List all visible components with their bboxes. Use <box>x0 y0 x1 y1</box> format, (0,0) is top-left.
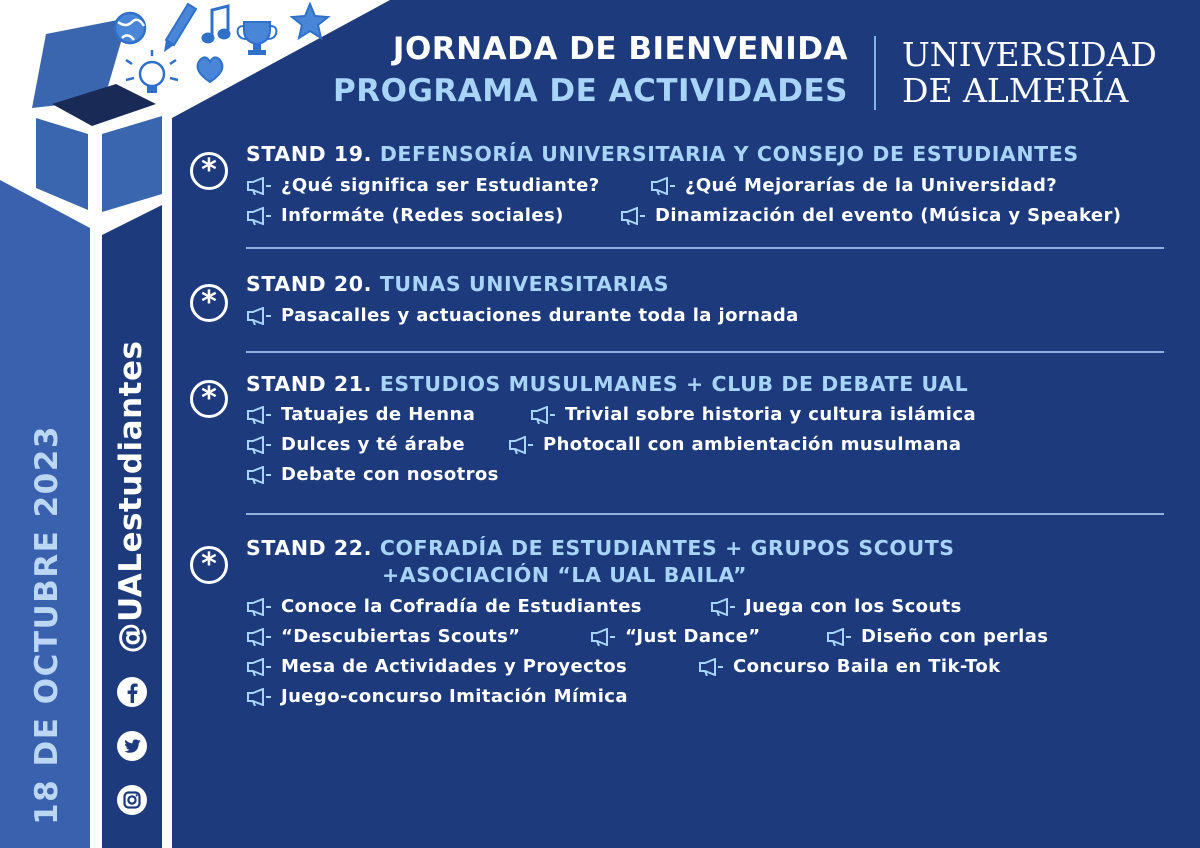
megaphone-icon <box>620 207 646 225</box>
instagram-icon[interactable] <box>116 784 148 816</box>
stand-22 <box>186 536 1176 716</box>
title-programa: PROGRAMA DE ACTIVIDADES <box>333 73 848 109</box>
activity-item: “Just Dance” <box>590 626 761 647</box>
star-icon <box>292 4 328 38</box>
stand-number: STAND 21. <box>246 372 373 396</box>
logo-universidad: UNIVERSIDAD <box>902 35 1157 74</box>
megaphone-icon <box>246 177 272 195</box>
stand-21 <box>186 372 1176 496</box>
globe-icon <box>115 13 145 43</box>
megaphone-icon <box>246 598 272 616</box>
megaphone-icon <box>590 628 616 646</box>
pencil-icon <box>164 4 196 52</box>
logo-de-almeria: DE ALMERÍA <box>902 71 1129 110</box>
megaphone-icon <box>710 598 736 616</box>
megaphone-icon <box>246 628 272 646</box>
megaphone-icon <box>508 436 534 454</box>
stand-title <box>246 272 669 296</box>
twitter-icon[interactable] <box>116 730 148 762</box>
stand-number: STAND 20. <box>246 272 373 296</box>
stand-title <box>246 536 955 560</box>
stand-name: ESTUDIOS MUSULMANES + CLUB DE DEBATE UAL <box>379 372 969 396</box>
megaphone-icon <box>246 436 272 454</box>
asterisk-icon: * <box>190 546 228 584</box>
megaphone-icon <box>246 207 272 225</box>
activity-item: Dulces y té árabe <box>246 434 465 455</box>
activity-item: Pasacalles y actuaciones durante toda la jornada <box>246 305 799 326</box>
light-bulb-icon <box>126 50 178 93</box>
event-date: 18 DE OCTUBRE 2023 <box>29 425 65 825</box>
section-divider <box>246 513 1164 515</box>
stand-name: DEFENSORÍA UNIVERSITARIA Y CONSEJO DE ESTUDIANTES <box>379 142 1079 166</box>
megaphone-icon <box>246 406 272 424</box>
asterisk-icon: * <box>190 380 228 418</box>
stand-20 <box>186 272 1176 338</box>
megaphone-icon <box>530 406 556 424</box>
megaphone-icon <box>246 658 272 676</box>
megaphone-icon <box>650 177 676 195</box>
social-handle: @UALestudiantes <box>113 340 149 654</box>
megaphone-icon <box>246 688 272 706</box>
activity-item: “Descubiertas Scouts” <box>246 626 520 647</box>
activity-item: Dinamización del evento (Música y Speaker) <box>620 205 1121 226</box>
activity-item: Juega con los Scouts <box>710 596 962 617</box>
activity-item: Mesa de Actividades y Proyectos <box>246 656 627 677</box>
stand-name: TUNAS UNIVERSITARIAS <box>379 272 670 296</box>
stand-name: COFRADÍA DE ESTUDIANTES + GRUPOS SCOUTS <box>379 536 955 560</box>
megaphone-icon <box>246 307 272 325</box>
megaphone-icon <box>698 658 724 676</box>
stand-title <box>246 142 1079 166</box>
facebook-icon[interactable] <box>116 676 148 708</box>
megaphone-icon <box>246 466 272 484</box>
asterisk-icon: * <box>190 152 228 190</box>
stand-title <box>246 372 968 396</box>
activity-item: ¿Qué significa ser Estudiante? <box>246 175 600 196</box>
music-note-icon <box>203 6 229 42</box>
title-jornada: JORNADA DE BIENVENIDA <box>392 31 848 67</box>
megaphone-icon <box>826 628 852 646</box>
heart-icon <box>198 57 223 82</box>
stand-number: STAND 22. <box>246 536 373 560</box>
section-divider <box>246 247 1164 249</box>
activity-item: Tatuajes de Henna <box>246 404 475 425</box>
stand-19 <box>186 142 1176 242</box>
header-divider <box>874 36 876 110</box>
stand-title-line2: +ASOCIACIÓN “LA UAL BAILA” <box>382 563 748 587</box>
trophy-icon <box>238 22 277 55</box>
stand-number: STAND 19. <box>246 142 373 166</box>
activity-item: Diseño con perlas <box>826 626 1048 647</box>
activity-item: Concurso Baila en Tik-Tok <box>698 656 1000 677</box>
activity-item: Trivial sobre historia y cultura islámica <box>530 404 976 425</box>
section-divider <box>246 351 1164 353</box>
activity-item: Informáte (Redes sociales) <box>246 205 564 226</box>
asterisk-icon: * <box>190 284 228 322</box>
activity-item: Conoce la Cofradía de Estudiantes <box>246 596 642 617</box>
activity-item: ¿Qué Mejorarías de la Universidad? <box>650 175 1057 196</box>
activity-item: Photocall con ambientación musulmana <box>508 434 961 455</box>
activity-item: Juego-concurso Imitación Mímica <box>246 686 628 707</box>
activity-item: Debate con nosotros <box>246 464 499 485</box>
